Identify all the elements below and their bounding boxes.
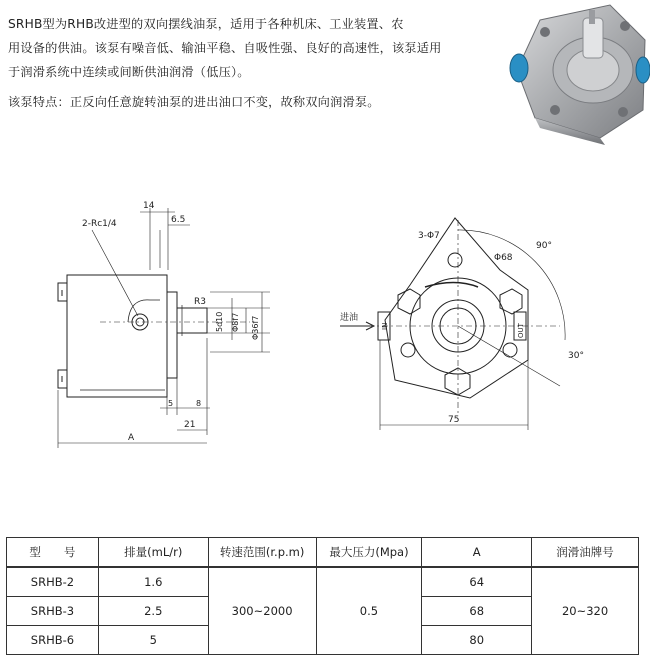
pressure-cell: 0.5 (316, 567, 422, 655)
holes-label: 3-Φ7 (418, 231, 440, 241)
header-A: A (422, 538, 532, 568)
dim-14: 14 (143, 201, 155, 211)
port-label: 2-Rc1/4 (82, 219, 117, 229)
shaft-label: Φ8f7 (231, 312, 240, 332)
spec-table (6, 537, 639, 655)
oil-cell: 20~320 (532, 567, 639, 655)
angle-30: 30° (568, 351, 584, 361)
displacement-cell: 1.6 (98, 567, 208, 597)
model-cell: SRHB-2 (7, 567, 99, 597)
angle-90: 90° (536, 241, 552, 251)
in-mark: IN (381, 322, 389, 330)
displacement-cell: 2.5 (98, 597, 208, 626)
pilot-label: Φ36f7 (251, 315, 260, 340)
header-model: 型 号 (7, 538, 99, 568)
header-speed: 转速范围(r.p.m) (208, 538, 316, 568)
width-label: 75 (448, 415, 460, 425)
dim-5: 5 (168, 399, 174, 408)
dim-A: A (128, 433, 135, 443)
pump-photo (505, 0, 650, 150)
feature-line: 该泵特点：正反向任意旋转油泵的进出油口不变，故称双向润滑泵。 (8, 95, 380, 109)
header-displacement: 排量(mL/r) (98, 538, 208, 568)
intro-line-3: 于润滑系统中连续或间断供油润滑（低压）。 (8, 65, 250, 79)
technical-drawings (0, 190, 650, 450)
header-pressure: 最大压力(Mpa) (316, 538, 422, 568)
model-cell: SRHB-6 (7, 626, 99, 655)
intro-line-1: SRHB型为RHB改进型的双向摆线油泵，适用于各种机床、工业装置、农 (8, 17, 404, 31)
table-row (7, 567, 639, 597)
table-header-row (7, 538, 639, 568)
pcd-label: Φ68 (494, 253, 513, 263)
product-description (8, 12, 478, 114)
dim-6-5: 6.5 (171, 215, 186, 225)
radius-label: R3 (194, 297, 206, 307)
A-cell: 68 (422, 597, 532, 626)
A-cell: 80 (422, 626, 532, 655)
dim-8: 8 (196, 399, 202, 408)
speed-cell: 300~2000 (208, 567, 316, 655)
header-oil: 润滑油牌号 (532, 538, 639, 568)
intro-line-2: 用设备的供油。该泵有噪音低、输油平稳、自吸性强、良好的高速性，该泵适用 (8, 41, 442, 55)
A-cell: 64 (422, 567, 532, 597)
inlet-label: 进油 (340, 313, 359, 323)
model-cell: SRHB-3 (7, 597, 99, 626)
key-label: 5d10 (215, 311, 224, 332)
dim-21: 21 (184, 420, 196, 430)
out-mark: OUT (517, 323, 525, 338)
displacement-cell: 5 (98, 626, 208, 655)
